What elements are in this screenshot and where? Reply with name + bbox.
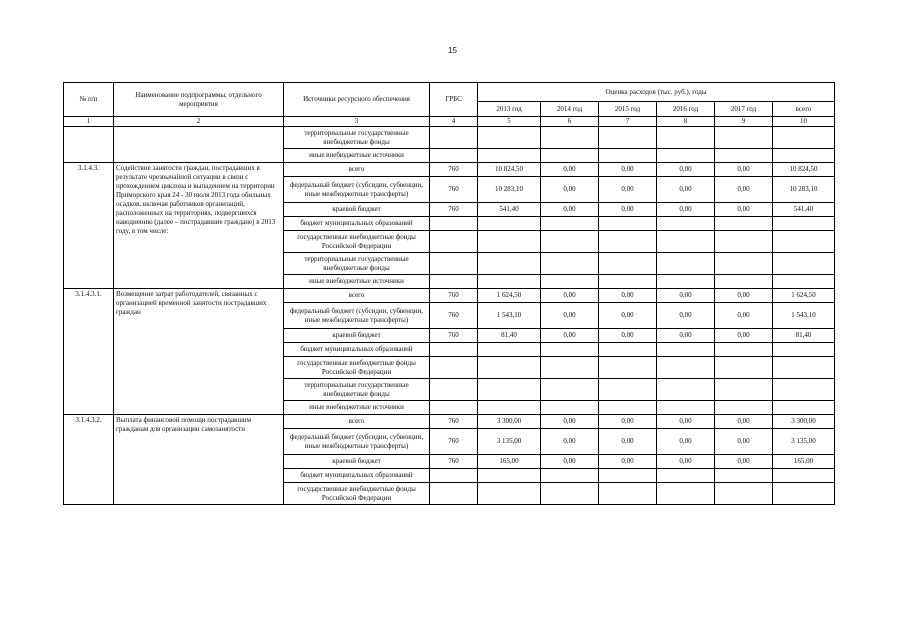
value-cell xyxy=(657,149,715,163)
value-cell: 81,40 xyxy=(773,329,835,343)
col-number: 5 xyxy=(478,117,541,127)
budget-table xyxy=(63,82,835,505)
value-cell xyxy=(599,483,657,505)
value-cell: 541,40 xyxy=(478,203,541,217)
item-name: Содействие занятости граждан, пострадавших в результате чрезвычайной ситуации в связи с прохождением циклона и выпадением на территории Приморского края 24 - 30 июля 2013 года обильных осадков, включая работников организаций, расположенных на территориях, подвергшихся наводнению (далее – пострадавшие граждане) в 2013 году, в том числе: xyxy=(114,163,284,289)
value-cell: 10 824,50 xyxy=(773,163,835,177)
grbs-cell: 760 xyxy=(430,289,478,303)
value-cell xyxy=(541,379,599,401)
value-cell: 3 135,00 xyxy=(773,429,835,455)
value-cell: 0,00 xyxy=(715,303,773,329)
source-cell: федеральный бюджет (субсидии, субвенции, иные межбюджетные трансферты) xyxy=(284,429,430,455)
source-cell: всего xyxy=(284,415,430,429)
value-cell xyxy=(478,231,541,253)
value-cell xyxy=(715,127,773,149)
value-cell xyxy=(715,343,773,357)
value-cell xyxy=(478,379,541,401)
header-year: 2013 год xyxy=(478,102,541,117)
value-cell xyxy=(478,357,541,379)
item-name: Выплата финансовой помощи пострадавшим гражданам для организации самозанятости xyxy=(114,415,284,505)
source-cell: территориальные государственные внебюджетные фонды xyxy=(284,127,430,149)
header-year: 2014 год xyxy=(541,102,599,117)
value-cell xyxy=(773,149,835,163)
source-cell: территориальные государственные внебюджетные фонды xyxy=(284,379,430,401)
value-cell xyxy=(657,127,715,149)
value-cell xyxy=(715,149,773,163)
value-cell: 0,00 xyxy=(541,415,599,429)
column-numbers-row xyxy=(64,117,835,127)
value-cell xyxy=(478,401,541,415)
item-number: 3.1.4.3.1. xyxy=(64,289,114,415)
value-cell: 0,00 xyxy=(599,177,657,203)
header-year: всего xyxy=(773,102,835,117)
col-number: 9 xyxy=(715,117,773,127)
value-cell xyxy=(599,379,657,401)
value-cell: 0,00 xyxy=(715,163,773,177)
grbs-cell: 760 xyxy=(430,177,478,203)
grbs-cell xyxy=(430,217,478,231)
value-cell xyxy=(715,469,773,483)
value-cell: 1 543,10 xyxy=(773,303,835,329)
value-cell xyxy=(478,127,541,149)
value-cell xyxy=(657,469,715,483)
header-year: 2017 год xyxy=(715,102,773,117)
value-cell: 165,00 xyxy=(773,455,835,469)
value-cell xyxy=(657,379,715,401)
value-cell xyxy=(478,275,541,289)
value-cell: 0,00 xyxy=(657,203,715,217)
value-cell: 0,00 xyxy=(541,429,599,455)
value-cell xyxy=(541,253,599,275)
value-cell: 0,00 xyxy=(599,289,657,303)
value-cell xyxy=(715,275,773,289)
col-number: 2 xyxy=(114,117,284,127)
source-cell: иные внебюджетные источники xyxy=(284,275,430,289)
value-cell xyxy=(541,275,599,289)
item-number: 3.1.4.3. xyxy=(64,163,114,289)
value-cell: 0,00 xyxy=(599,203,657,217)
source-cell: иные внебюджетные источники xyxy=(284,149,430,163)
source-cell: федеральный бюджет (субсидии, субвенции, иные межбюджетные трансферты) xyxy=(284,177,430,203)
value-cell: 0,00 xyxy=(715,289,773,303)
header-year: 2015 год xyxy=(599,102,657,117)
value-cell: 0,00 xyxy=(599,429,657,455)
value-cell xyxy=(715,401,773,415)
header-num: № п/п xyxy=(64,83,114,117)
value-cell xyxy=(541,469,599,483)
source-cell: всего xyxy=(284,163,430,177)
value-cell: 165,00 xyxy=(478,455,541,469)
value-cell: 0,00 xyxy=(541,289,599,303)
source-cell: краевой бюджет xyxy=(284,203,430,217)
value-cell: 0,00 xyxy=(541,203,599,217)
value-cell xyxy=(773,483,835,505)
grbs-cell xyxy=(430,379,478,401)
value-cell xyxy=(715,379,773,401)
value-cell: 10 283,10 xyxy=(773,177,835,203)
value-cell: 0,00 xyxy=(657,303,715,329)
grbs-cell xyxy=(430,357,478,379)
value-cell xyxy=(715,357,773,379)
source-cell: краевой бюджет xyxy=(284,329,430,343)
grbs-cell xyxy=(430,343,478,357)
value-cell: 0,00 xyxy=(541,329,599,343)
value-cell xyxy=(599,357,657,379)
value-cell xyxy=(541,357,599,379)
value-cell xyxy=(773,343,835,357)
value-cell xyxy=(541,217,599,231)
header-estimate: Оценка расходов (тыс. руб.), годы xyxy=(478,83,835,102)
grbs-cell xyxy=(430,483,478,505)
value-cell: 0,00 xyxy=(657,163,715,177)
source-cell: бюджет муниципальных образований xyxy=(284,217,430,231)
table-row xyxy=(64,127,835,149)
value-cell xyxy=(599,469,657,483)
header-sources: Источники ресурсного обеспечения xyxy=(284,83,430,117)
grbs-cell: 760 xyxy=(430,303,478,329)
value-cell xyxy=(657,253,715,275)
value-cell: 1 624,50 xyxy=(773,289,835,303)
source-cell: иные внебюджетные источники xyxy=(284,401,430,415)
source-cell: государственные внебюджетные фонды Российской Федерации xyxy=(284,483,430,505)
col-number: 1 xyxy=(64,117,114,127)
grbs-cell xyxy=(430,149,478,163)
grbs-cell xyxy=(430,253,478,275)
source-cell: федеральный бюджет (субсидии, субвенции, иные межбюджетные трансферты) xyxy=(284,303,430,329)
value-cell xyxy=(541,401,599,415)
value-cell: 0,00 xyxy=(599,329,657,343)
num-cell xyxy=(64,127,114,163)
value-cell xyxy=(478,149,541,163)
value-cell xyxy=(657,401,715,415)
header-grbs: ГРБС xyxy=(430,83,478,117)
col-number: 3 xyxy=(284,117,430,127)
col-number: 10 xyxy=(773,117,835,127)
value-cell: 0,00 xyxy=(541,163,599,177)
value-cell xyxy=(478,253,541,275)
value-cell xyxy=(478,469,541,483)
col-number: 4 xyxy=(430,117,478,127)
item-name: Возмещение затрат работодателей, связанных с организацией временной занятости пострадавших граждан xyxy=(114,289,284,415)
grbs-cell xyxy=(430,127,478,149)
value-cell xyxy=(773,127,835,149)
grbs-cell xyxy=(430,401,478,415)
grbs-cell: 760 xyxy=(430,429,478,455)
value-cell: 3 300,00 xyxy=(478,415,541,429)
source-cell: краевой бюджет xyxy=(284,455,430,469)
value-cell: 10 824,50 xyxy=(478,163,541,177)
value-cell xyxy=(599,343,657,357)
value-cell: 1 624,50 xyxy=(478,289,541,303)
value-cell xyxy=(657,231,715,253)
value-cell: 10 283,10 xyxy=(478,177,541,203)
value-cell: 1 543,10 xyxy=(478,303,541,329)
value-cell: 0,00 xyxy=(715,203,773,217)
grbs-cell: 760 xyxy=(430,455,478,469)
value-cell xyxy=(657,357,715,379)
item-number: 3.1.4.3.2. xyxy=(64,415,114,505)
value-cell: 0,00 xyxy=(715,415,773,429)
header-year: 2016 год xyxy=(657,102,715,117)
value-cell: 0,00 xyxy=(599,163,657,177)
value-cell xyxy=(773,275,835,289)
value-cell xyxy=(599,253,657,275)
value-cell: 3 135,00 xyxy=(478,429,541,455)
value-cell: 0,00 xyxy=(599,303,657,329)
value-cell: 0,00 xyxy=(541,455,599,469)
name-cell xyxy=(114,127,284,163)
header-name: Наименование подпрограммы, отдельного мероприятия xyxy=(114,83,284,117)
value-cell: 0,00 xyxy=(657,429,715,455)
value-cell: 0,00 xyxy=(657,455,715,469)
value-cell xyxy=(657,275,715,289)
value-cell: 81,40 xyxy=(478,329,541,343)
value-cell xyxy=(478,483,541,505)
value-cell xyxy=(599,127,657,149)
source-cell: всего xyxy=(284,289,430,303)
value-cell: 0,00 xyxy=(715,455,773,469)
value-cell xyxy=(478,343,541,357)
value-cell: 541,40 xyxy=(773,203,835,217)
source-cell: государственные внебюджетные фонды Российской Федерации xyxy=(284,357,430,379)
source-cell: государственные внебюджетные фонды Российской Федерации xyxy=(284,231,430,253)
value-cell xyxy=(657,217,715,231)
grbs-cell xyxy=(430,275,478,289)
value-cell: 0,00 xyxy=(599,415,657,429)
value-cell: 0,00 xyxy=(715,329,773,343)
grbs-cell: 760 xyxy=(430,203,478,217)
value-cell: 0,00 xyxy=(599,455,657,469)
value-cell xyxy=(715,231,773,253)
col-number: 7 xyxy=(599,117,657,127)
table-row xyxy=(64,163,835,177)
value-cell: 0,00 xyxy=(657,177,715,203)
value-cell: 0,00 xyxy=(657,415,715,429)
value-cell xyxy=(599,217,657,231)
value-cell xyxy=(715,483,773,505)
value-cell: 0,00 xyxy=(715,177,773,203)
grbs-cell: 760 xyxy=(430,163,478,177)
grbs-cell: 760 xyxy=(430,329,478,343)
value-cell xyxy=(657,483,715,505)
value-cell xyxy=(599,401,657,415)
col-number: 6 xyxy=(541,117,599,127)
value-cell xyxy=(541,231,599,253)
table-row xyxy=(64,289,835,303)
value-cell xyxy=(478,217,541,231)
value-cell xyxy=(773,379,835,401)
value-cell xyxy=(599,275,657,289)
value-cell xyxy=(773,217,835,231)
grbs-cell xyxy=(430,469,478,483)
value-cell xyxy=(657,343,715,357)
value-cell xyxy=(541,343,599,357)
value-cell xyxy=(773,357,835,379)
value-cell: 0,00 xyxy=(657,329,715,343)
value-cell xyxy=(773,401,835,415)
value-cell xyxy=(773,231,835,253)
value-cell xyxy=(599,149,657,163)
value-cell: 0,00 xyxy=(657,289,715,303)
source-cell: бюджет муниципальных образований xyxy=(284,469,430,483)
value-cell xyxy=(541,483,599,505)
value-cell: 0,00 xyxy=(541,177,599,203)
value-cell xyxy=(599,231,657,253)
col-number: 8 xyxy=(657,117,715,127)
table-row xyxy=(64,415,835,429)
value-cell: 0,00 xyxy=(541,303,599,329)
value-cell: 3 300,00 xyxy=(773,415,835,429)
value-cell xyxy=(715,253,773,275)
value-cell xyxy=(773,253,835,275)
source-cell: бюджет муниципальных образований xyxy=(284,343,430,357)
value-cell xyxy=(715,217,773,231)
page-number: 15 xyxy=(448,46,457,55)
grbs-cell: 760 xyxy=(430,415,478,429)
value-cell xyxy=(541,149,599,163)
value-cell xyxy=(541,127,599,149)
value-cell xyxy=(773,469,835,483)
value-cell: 0,00 xyxy=(715,429,773,455)
source-cell: территориальные государственные внебюджетные фонды xyxy=(284,253,430,275)
grbs-cell xyxy=(430,231,478,253)
